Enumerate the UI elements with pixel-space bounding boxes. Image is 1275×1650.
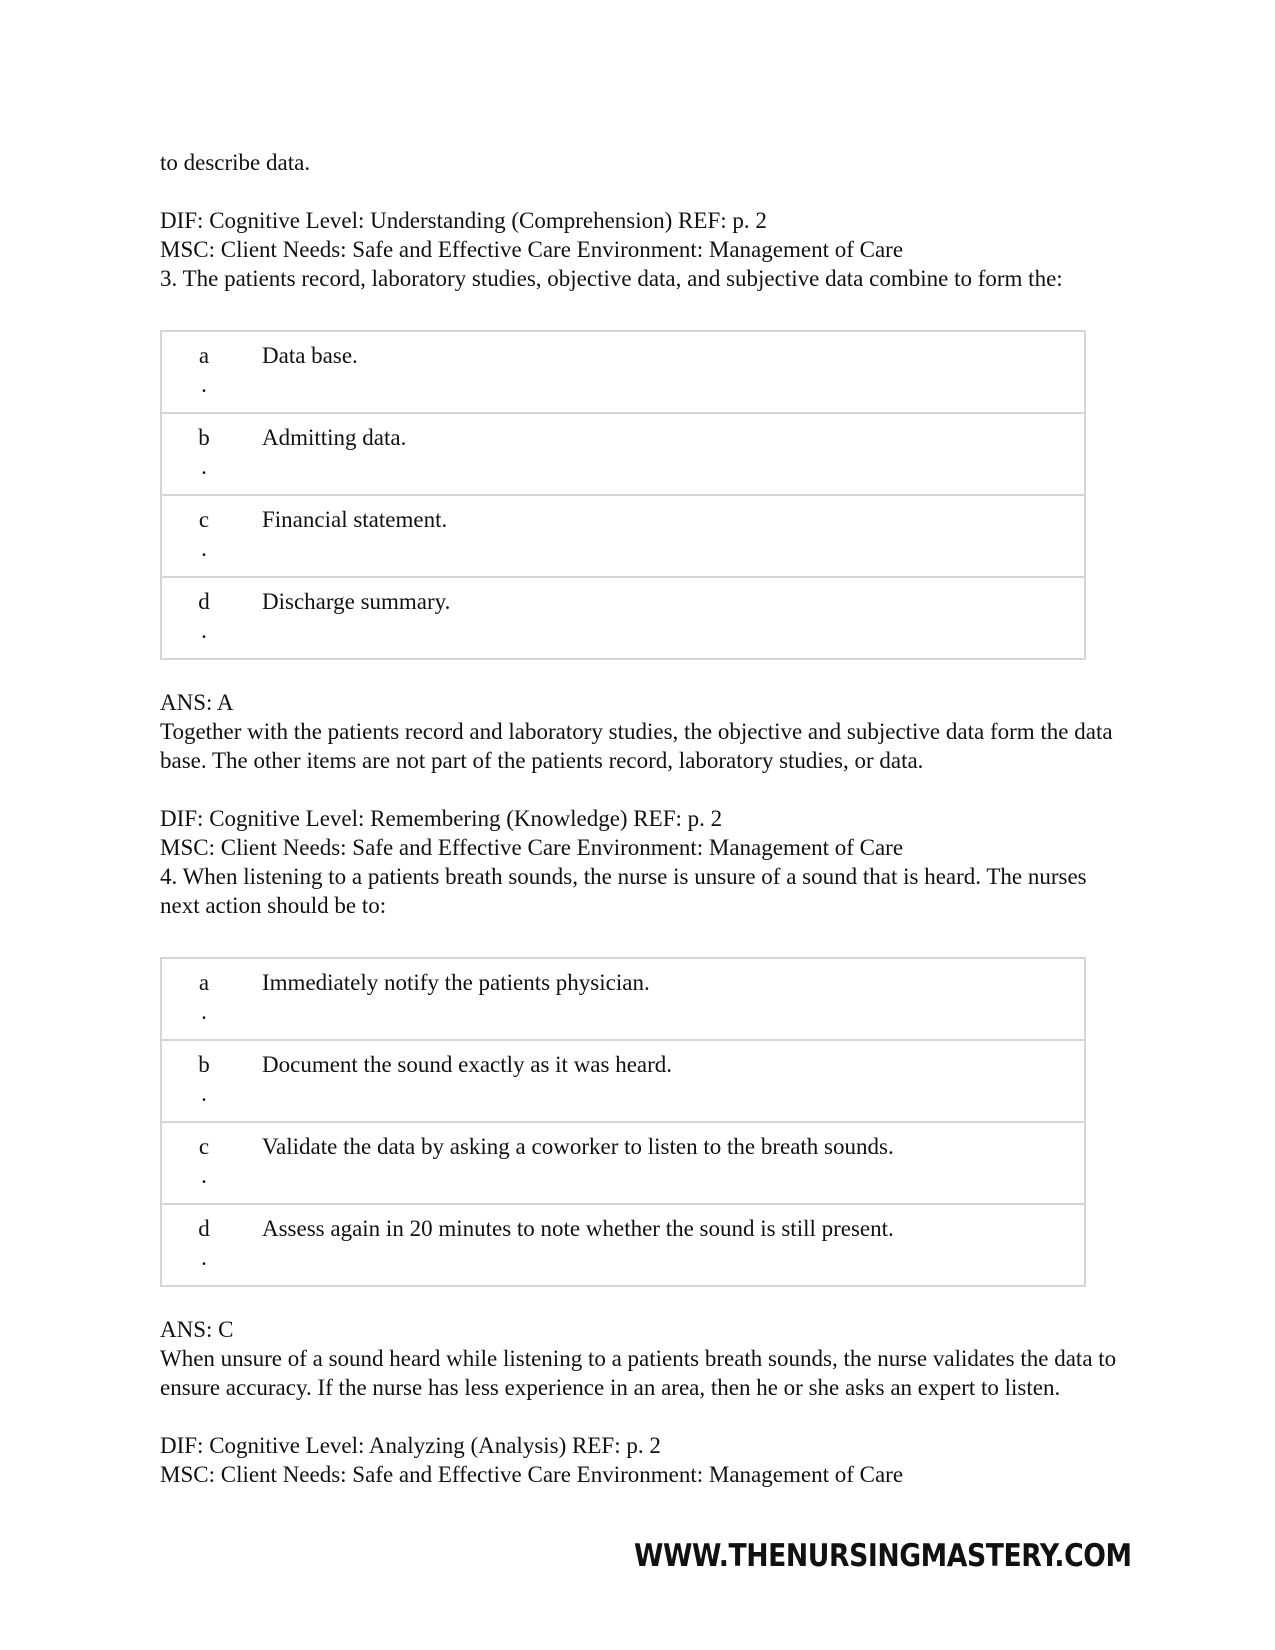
q3-question: 3. The patients record, laboratory studies, objective data, and subjective data combine to form the:	[160, 266, 1063, 291]
option-letter: d	[198, 589, 210, 614]
q4-client-needs: MSC: Client Needs: Safe and Effective Care Environment: Management of Care	[160, 1462, 904, 1487]
option-letter: a	[198, 343, 210, 368]
option-text: Assess again in 20 minutes to note whether the sound is still present.	[262, 1204, 1085, 1286]
q3-option-a	[161, 331, 1085, 413]
q4-question: 4. When listening to a patients breath sounds, the nurse is unsure of a sound that is heard. The nurses next action should be to:	[160, 864, 1087, 918]
q4-option-d	[161, 1204, 1085, 1286]
option-dot: .	[201, 618, 207, 643]
q4-difficulty: DIF: Cognitive Level: Analyzing (Analysis) REF: p. 2	[160, 1433, 661, 1458]
website-watermark[interactable]: WWW.THENURSINGMASTERY.COM	[634, 1538, 1132, 1574]
option-dot: .	[201, 1081, 207, 1106]
option-text: Immediately notify the patients physician.	[262, 970, 650, 995]
option-dot: .	[201, 454, 207, 479]
intro-text: to describe data.	[160, 150, 311, 175]
option-letter: d	[198, 1216, 210, 1241]
q2-client-needs: MSC: Client Needs: Safe and Effective Care Environment: Management of Care	[160, 237, 904, 262]
option-text: Admitting data.	[262, 413, 1085, 495]
q4-options-table	[160, 957, 1086, 1287]
option-dot: .	[201, 999, 207, 1024]
q4-option-b	[161, 1040, 1085, 1122]
q4-option-c	[161, 1122, 1085, 1204]
q3-client-needs: MSC: Client Needs: Safe and Effective Care Environment: Management of Care	[160, 835, 904, 860]
option-dot: .	[201, 536, 207, 561]
q3-rationale: Together with the patients record and laboratory studies, the objective and subjective data form the data base. The other items are not part of the patients record, laboratory studies, or data.	[160, 719, 1113, 773]
option-text: Document the sound exactly as it was heard.	[262, 1040, 1085, 1122]
q3-option-c	[161, 495, 1085, 577]
q4-option-a	[161, 958, 1085, 1040]
option-letter: c	[198, 1134, 210, 1159]
option-text: Financial statement.	[262, 495, 1085, 577]
option-text: Discharge summary.	[262, 577, 1085, 659]
option-text: Validate the data by asking a coworker to listen to the breath sounds.	[262, 1122, 1085, 1204]
option-dot: .	[201, 1163, 207, 1188]
q3-option-d	[161, 577, 1085, 659]
q3-option-b	[161, 413, 1085, 495]
q3-answer: ANS: A	[160, 690, 234, 715]
q2-difficulty: DIF: Cognitive Level: Understanding (Comprehension) REF: p. 2	[160, 208, 767, 233]
q3-options-table	[160, 330, 1086, 660]
q4-rationale: When unsure of a sound heard while listening to a patients breath sounds, the nurse validates the data to ensure accuracy. If the nurse has less experience in an area, then he or she asks an expert to listen.	[160, 1346, 1117, 1400]
option-letter: b	[198, 1052, 210, 1077]
q4-answer: ANS: C	[160, 1317, 234, 1342]
document-page	[160, 148, 1120, 1489]
option-dot: .	[201, 372, 207, 397]
option-text: Data base.	[262, 343, 358, 368]
option-letter: c	[198, 507, 210, 532]
option-letter: b	[198, 425, 210, 450]
option-dot: .	[201, 1245, 207, 1270]
q3-difficulty: DIF: Cognitive Level: Remembering (Knowledge) REF: p. 2	[160, 806, 723, 831]
option-letter: a	[198, 970, 210, 995]
